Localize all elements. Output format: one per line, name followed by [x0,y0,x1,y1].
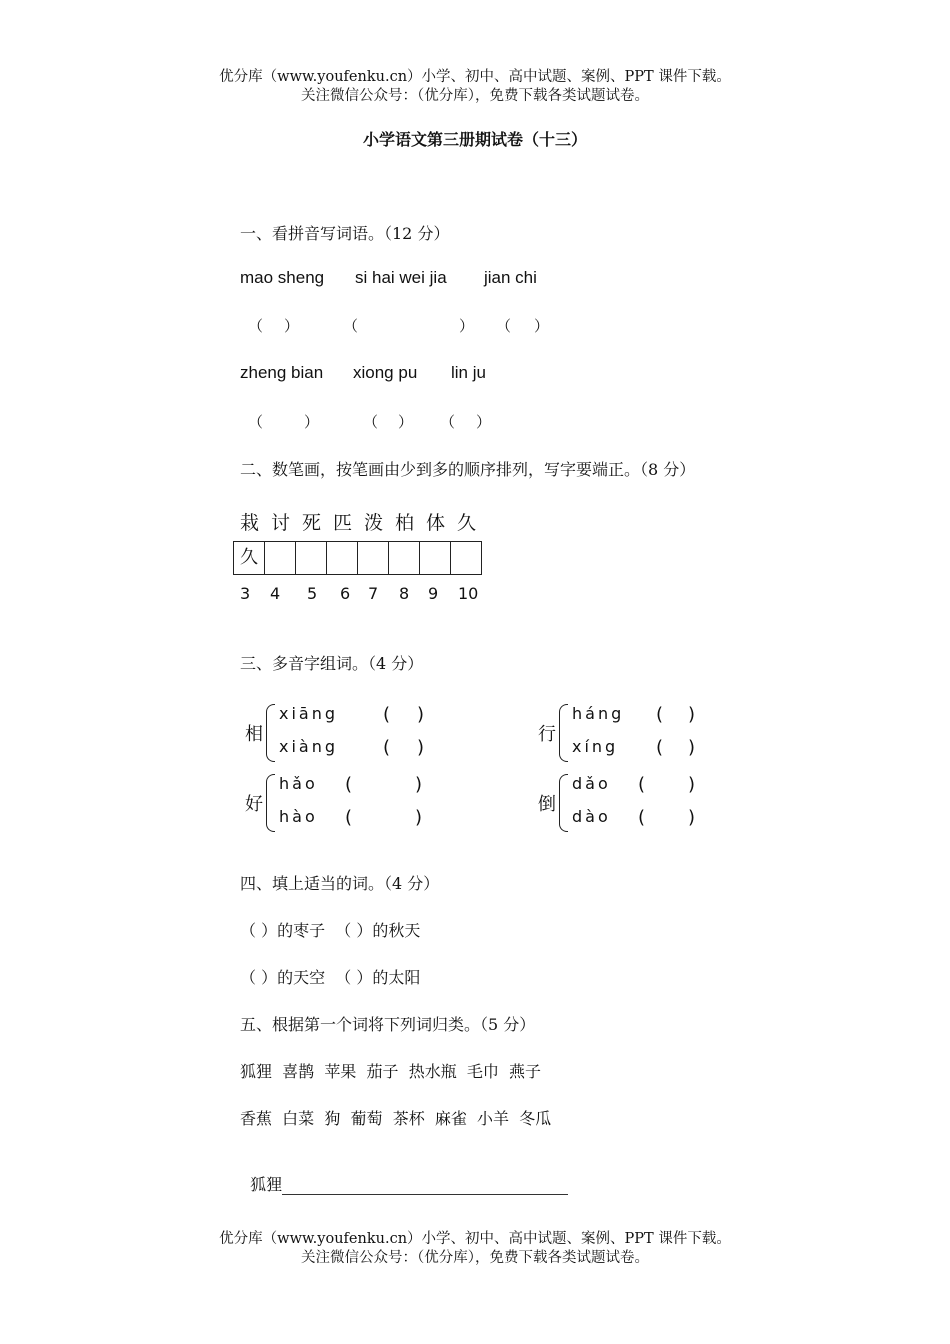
q5-words-2: 香蕉 白菜 狗 葡萄 茶杯 麻雀 小羊 冬瓜 [240,1109,552,1128]
grid-cell[interactable] [358,542,389,574]
q2-heading: 二、数笔画，按笔画由少到多的顺序排列，写字要端正。（8 分） [240,460,696,479]
q5-answer-row[interactable] [240,1153,568,1195]
q5-answer-label: 狐狸 [250,1175,283,1194]
char-item: 久 [457,512,477,534]
poly-reading: xiàng [279,737,339,756]
stroke-number: 3 [240,584,251,603]
brace-icon [266,704,275,762]
stroke-number: 6 [340,584,351,603]
poly-reading: hào [279,807,318,826]
grid-cell[interactable] [265,542,296,574]
pinyin-4: zheng bian [240,363,324,382]
poly-reading: dǎo [572,774,611,793]
answer-grid[interactable] [233,541,482,575]
pinyin-5: xiong pu [353,363,418,382]
stroke-chars [240,508,488,535]
header [0,68,950,106]
footer [0,1230,950,1268]
q4-heading: 四、填上适当的词。（4 分） [240,874,440,893]
pinyin-1: mao sheng [240,268,325,287]
stroke-number: 7 [368,584,379,603]
stroke-number: 4 [270,584,281,603]
char-item: 死 [302,512,322,534]
q1-heading: 一、看拼音写词语。（12 分） [240,224,450,243]
pinyin-6: lin ju [451,363,486,382]
q4-line-2[interactable]: （ ）的天空 （ ）的太阳 [240,968,421,987]
char-item: 栽 [240,512,260,534]
stroke-number: 8 [399,584,410,603]
footer-line-2: 关注微信公众号：（优分库），免费下载各类试题试卷。 [301,1250,649,1266]
q3-heading: 三、多音字组词。（4 分） [240,654,424,673]
char-item: 匹 [333,512,353,534]
grid-cell[interactable] [389,542,420,574]
stroke-number: 10 [458,584,479,603]
q5-words-1: 狐狸 喜鹊 苹果 茄子 热水瓶 毛巾 燕子 [240,1062,542,1081]
char-item: 柏 [395,512,415,534]
char-item: 泼 [364,512,384,534]
answer-blank[interactable] [282,1178,568,1195]
poly-reading: xiāng [279,704,339,723]
grid-cell[interactable] [451,542,481,574]
header-line-2: 关注微信公众号：（优分库），免费下载各类试题试卷。 [301,88,649,104]
poly-reading: xíng [572,737,619,756]
poly-reading: háng [572,704,625,723]
grid-cell[interactable] [327,542,358,574]
poly-char: 倒 [538,794,556,815]
stroke-number: 9 [428,584,439,603]
brace-icon [559,704,568,762]
char-item: 讨 [271,512,291,534]
grid-cell[interactable] [420,542,451,574]
footer-line-1: 优分库（www.youfenku.cn）小学、初中、高中试题、案例、PPT 课件下载。 [219,1231,731,1247]
char-item: 体 [426,512,446,534]
grid-cell: 久 [234,542,265,574]
page-title: 小学语文第三册期试卷（十三） [362,130,587,149]
poly-reading: dào [572,807,611,826]
poly-char: 好 [245,794,263,815]
grid-cell[interactable] [296,542,327,574]
header-line-1: 优分库（www.youfenku.cn）小学、初中、高中试题、案例、PPT 课件下载。 [219,69,731,85]
brace-icon [559,774,568,832]
poly-reading: hǎo [279,774,318,793]
stroke-number: 5 [307,584,318,603]
pinyin-3: jian chi [484,268,537,287]
pinyin-2: si hai wei jia [355,268,447,287]
q5-heading: 五、根据第一个词将下列词归类。（5 分） [240,1015,536,1034]
brace-icon [266,774,275,832]
poly-char: 相 [245,724,263,745]
poly-char: 行 [538,724,556,745]
q4-line-1[interactable]: （ ）的枣子 （ ）的秋天 [240,921,421,940]
